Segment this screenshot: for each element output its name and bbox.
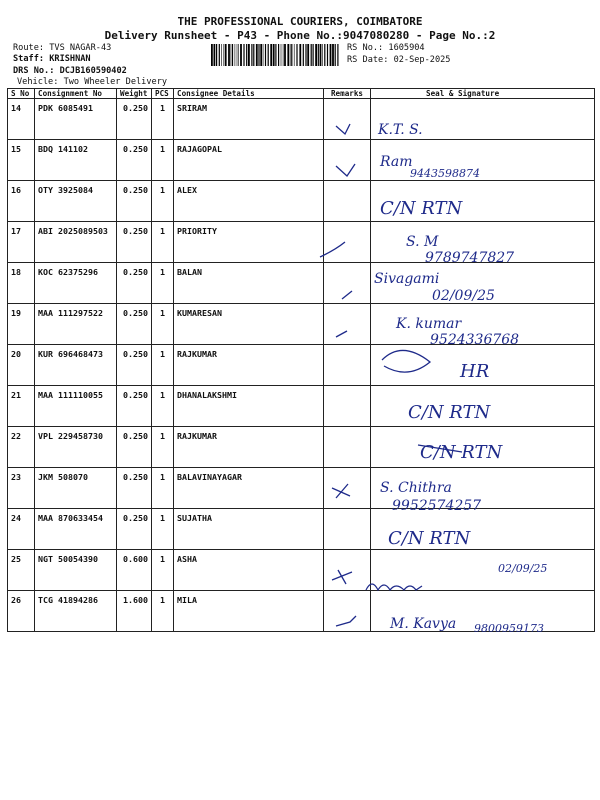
route-label: Route: TVS NAGAR-43: [13, 43, 112, 53]
tick-mark: [336, 616, 356, 626]
cross-mark: [332, 570, 352, 584]
cross-mark: [332, 484, 350, 498]
cell-consignee: SUJATHA: [174, 509, 324, 550]
cell-consignee: BALAN: [174, 263, 324, 304]
col-pcs: PCS: [152, 89, 174, 99]
vehicle-label: Vehicle: Two Wheeler Delivery: [17, 77, 168, 87]
drs-number: DRS No.: DCJB160590402: [13, 66, 127, 76]
cell-pcs: 1: [152, 304, 174, 345]
col-consignment: Consignment No: [35, 89, 117, 99]
cell-consignment: BDQ 141102: [35, 140, 117, 181]
cell-pcs: 1: [152, 468, 174, 509]
signature-r23-name: S. Chithra: [380, 480, 452, 496]
cell-consignment: KUR 696468473: [35, 345, 117, 386]
company-title: THE PROFESSIONAL COURIERS, COIMBATORE: [177, 15, 423, 28]
col-remarks: Remarks: [324, 89, 371, 99]
cell-weight: 0.250: [117, 222, 152, 263]
signature-r23-phone: 9952574257: [392, 498, 482, 514]
tick-mark: [342, 291, 352, 299]
cell-pcs: 1: [152, 386, 174, 427]
cell-pcs: 1: [152, 550, 174, 591]
signature-r15-name: Ram: [380, 154, 413, 170]
cell-weight: 0.600: [117, 550, 152, 591]
cell-sno: 24: [8, 509, 35, 550]
cell-pcs: 1: [152, 263, 174, 304]
signature-r26-phone: 9800959173: [474, 622, 544, 635]
signature-r22: C/N RTN: [420, 442, 503, 463]
tick-mark: [336, 124, 350, 134]
signature-r25-scribble: [366, 584, 422, 590]
signature-r18-name: Sivagami: [374, 271, 440, 287]
signature-r18-date: 02/09/25: [432, 288, 495, 304]
signature-r16: C/N RTN: [380, 198, 463, 219]
cell-consignee: MILA: [174, 591, 324, 632]
cell-sno: 25: [8, 550, 35, 591]
rs-number: RS No.: 1605904: [347, 43, 425, 53]
cell-weight: 0.250: [117, 509, 152, 550]
col-consignee: Consignee Details: [174, 89, 324, 99]
cell-pcs: 1: [152, 427, 174, 468]
cell-pcs: 1: [152, 222, 174, 263]
cell-consignment: ABI 2025089503: [35, 222, 117, 263]
cell-sno: 16: [8, 181, 35, 222]
col-weight: Weight: [117, 89, 152, 99]
signature-r14: K.T. S.: [378, 122, 423, 138]
cell-sno: 17: [8, 222, 35, 263]
cell-pcs: 1: [152, 181, 174, 222]
cell-consignee: ASHA: [174, 550, 324, 591]
cell-pcs: 1: [152, 140, 174, 181]
cell-weight: 0.250: [117, 304, 152, 345]
cell-consignment: MAA 870633454: [35, 509, 117, 550]
cell-sno: 20: [8, 345, 35, 386]
cell-sno: 19: [8, 304, 35, 345]
cell-sno: 23: [8, 468, 35, 509]
cell-pcs: 1: [152, 99, 174, 140]
cell-consignment: MAA 111110055: [35, 386, 117, 427]
signature-r17-name: S. M: [406, 234, 439, 250]
cell-consignment: MAA 111297522: [35, 304, 117, 345]
signature-r19-name: K. kumar: [396, 316, 462, 332]
cell-consignee: ALEX: [174, 181, 324, 222]
cell-weight: 0.250: [117, 468, 152, 509]
tick-mark: [336, 331, 347, 337]
signature-r25-date: 02/09/25: [498, 562, 548, 575]
signature-r15-phone: 9443598874: [410, 167, 480, 180]
cell-consignee: RAJAGOPAL: [174, 140, 324, 181]
tick-mark: [320, 242, 345, 257]
signature-r20: HR: [460, 361, 490, 382]
cell-weight: 0.250: [117, 140, 152, 181]
staff-label: Staff: KRISHNAN: [13, 54, 91, 64]
cell-weight: 0.250: [117, 427, 152, 468]
cell-sno: 14: [8, 99, 35, 140]
cell-consignment: NGT 50054390: [35, 550, 117, 591]
cell-sno: 22: [8, 427, 35, 468]
cell-consignment: TCG 41894286: [35, 591, 117, 632]
cell-consignee: RAJKUMAR: [174, 427, 324, 468]
signature-r21: C/N RTN: [408, 402, 491, 423]
strike-mark: [382, 350, 430, 372]
cell-pcs: 1: [152, 591, 174, 632]
rs-date: RS Date: 02-Sep-2025: [347, 55, 451, 65]
col-sno: S No: [8, 89, 35, 99]
cell-pcs: 1: [152, 345, 174, 386]
cell-weight: 0.250: [117, 386, 152, 427]
cell-weight: 0.250: [117, 345, 152, 386]
cell-consignment: OTY 3925084: [35, 181, 117, 222]
signature-r24: C/N RTN: [388, 528, 471, 549]
cell-consignee: PRIORITY: [174, 222, 324, 263]
cell-weight: 0.250: [117, 263, 152, 304]
cell-weight: 1.600: [117, 591, 152, 632]
cell-pcs: 1: [152, 509, 174, 550]
cell-consignment: VPL 229458730: [35, 427, 117, 468]
signature-r26-name: M. Kavya: [390, 616, 457, 632]
cell-sno: 18: [8, 263, 35, 304]
col-seal-signature: Seal & Signature: [371, 89, 595, 99]
cell-weight: 0.250: [117, 181, 152, 222]
signature-r19-phone: 9524336768: [430, 332, 520, 348]
cell-consignee: DHANALAKSHMI: [174, 386, 324, 427]
cell-consignment: PDK 6085491: [35, 99, 117, 140]
cell-sno: 15: [8, 140, 35, 181]
cell-consignee: RAJKUMAR: [174, 345, 324, 386]
cell-consignee: KUMARESAN: [174, 304, 324, 345]
runsheet-title: Delivery Runsheet - P43 - Phone No.:9047080280 - Page No.:2: [104, 29, 496, 42]
cell-weight: 0.250: [117, 99, 152, 140]
cell-consignee: SRIRAM: [174, 99, 324, 140]
tick-mark: [336, 164, 355, 176]
cell-consignment: JKM 508070: [35, 468, 117, 509]
cell-consignee: BALAVINAYAGAR: [174, 468, 324, 509]
cell-sno: 21: [8, 386, 35, 427]
cell-consignment: KOC 62375296: [35, 263, 117, 304]
cell-sno: 26: [8, 591, 35, 632]
signature-r17-phone: 9789747827: [425, 250, 515, 266]
